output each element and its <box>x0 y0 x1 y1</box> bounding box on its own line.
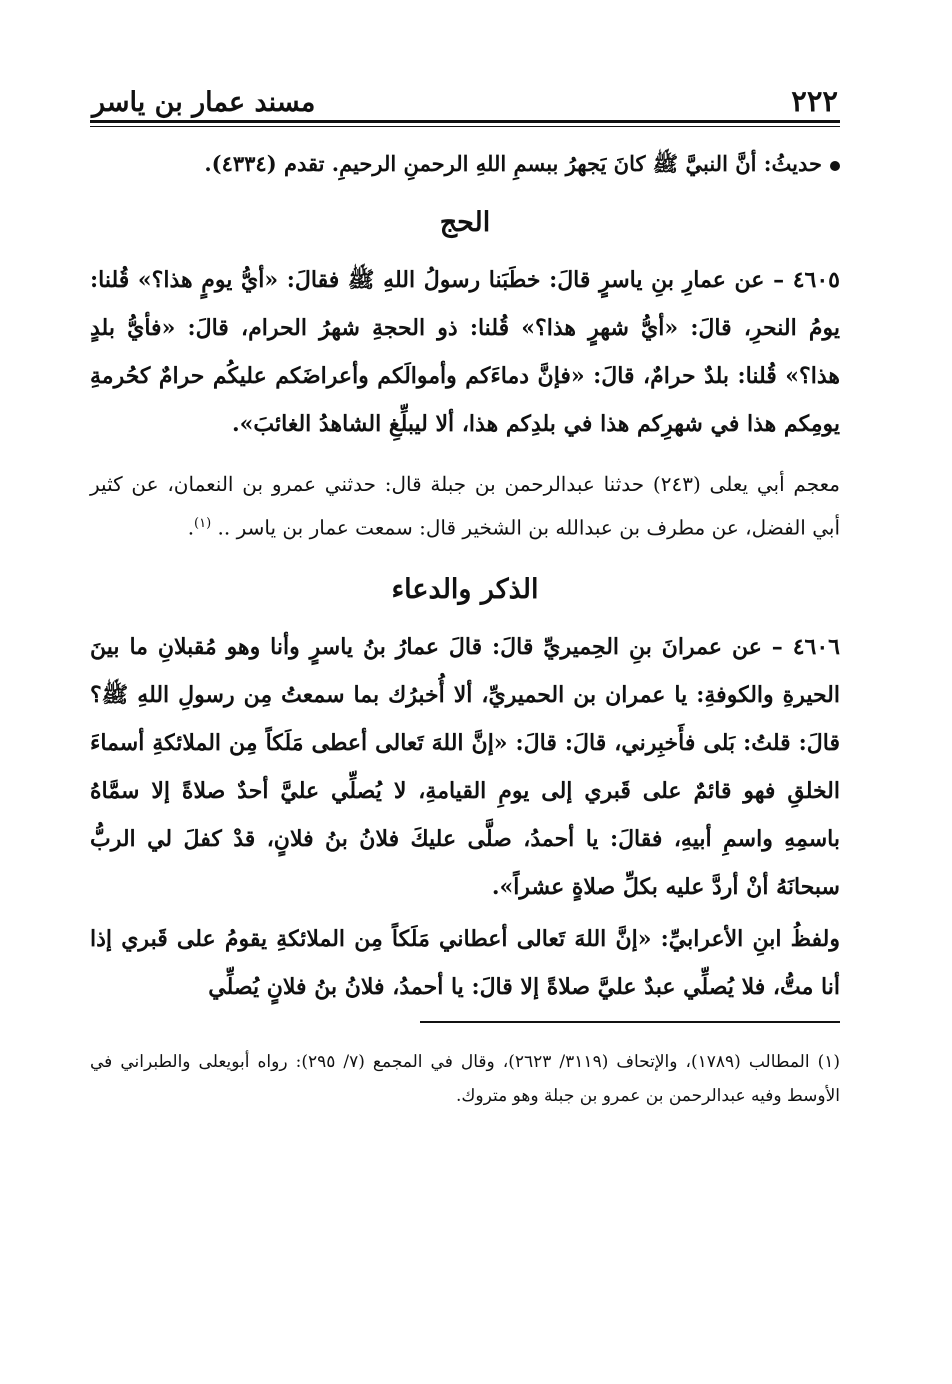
bullet-icon <box>830 161 840 171</box>
variant-text: ولفظُ ابنِ الأعرابيِّ: «إنَّ اللهَ تَعالى أعطاني مَلَكاً مِن الملائكةِ يقومُ على قَبري إذا أنا متُّ، فلا يُصلِّي عبدٌ عليَّ صلاةً إلا قالَ: يا أحمدُ، فلانُ بنُ فلانٍ يُصلِّي <box>90 925 840 1000</box>
source-paragraph: معجم أبي يعلى (٢٤٣) حدثنا عبدالرحمن بن جبلة قال: حدثني عمرو بن النعمان، عن كثير أبي الفضل، عن مطرف بن عبدالله بن الشخير قال: سمعت عمار بن ياسر .. $^{(١)}$. <box>90 472 840 540</box>
page-number: ٢٢٢ <box>791 84 838 118</box>
hadith-text: عن عمرانَ بنِ الحِميريِّ قالَ: قالَ عمارُ بنُ ياسرٍ وأنا وهو مُقبلانِ ما بينَ الحيرةِ والكوفةِ: يا عمران بن الحميريِّ، ألا أُخبرُك بما سمعتُ مِن رسولِ اللهِ ﷺ؟ قالَ: قلتُ: بَلى فأَخبِرني، قالَ: قالَ: «إنَّ اللهَ تَعالى أعطى مَلَكاً مِن الملائكةِ أسماءَ الخلقِ فهو قائمٌ على قَبري إلى يومِ القيامةِ، لا يُصلِّي عليَّ أحدٌ صلاةً إلا سمَّاهُ باسمِهِ واسمِ أبيهِ، فقالَ: يا أحمدُ، صلَّى عليكَ فلانُ بنُ فلانٍ، قدْ كفلَ لي الربُّ سبحانَهُ أنْ أردَّ عليه بكلِّ صلاةٍ عشراً». <box>90 633 840 900</box>
running-title: مسند عمار بن ياسر <box>92 87 316 118</box>
section-title-dhikr: الذكر والدعاء <box>391 573 539 605</box>
hadith-number: ٤٦٠٥ – <box>773 267 840 293</box>
intro-note <box>90 147 840 181</box>
source-text: معجم أبي يعلى (٢٤٣) حدثنا عبدالرحمن بن جبلة قال: حدثني عمرو بن النعمان، عن كثير أبي الفضل، عن مطرف بن عبدالله بن الشخير قال: سمعت عمار بن ياسر .. <box>90 472 840 540</box>
header-rule <box>90 120 840 123</box>
hadith-4605 <box>90 256 840 448</box>
page-header <box>90 78 840 118</box>
hadith-variant <box>90 915 840 1011</box>
hadith-number: ٤٦٠٦ – <box>771 633 840 660</box>
footnote-rule <box>420 1021 840 1023</box>
section-title-hajj: الحج <box>439 207 491 238</box>
intro-note-text: حديثُ: أنَّ النبيَّ ﷺ كانَ يَجهرُ ببسمِ اللهِ الرحمنِ الرحيمِ. تقدم (٤٣٣٤). <box>204 151 822 176</box>
footnote: (١) المطالب (١٧٨٩)، والإتحاف (٣١١٩/ ٢٦٢٣)، وقال في المجمع (٧/ ٢٩٥): رواه أبويعلى والطبراني في الأوسط وفيه عبدالرحمن بن عمرو بن جبلة وهو متروك. <box>90 1051 840 1106</box>
book-page <box>90 78 840 1113</box>
hadith-4606 <box>90 623 840 911</box>
footnote-marker: (١) <box>194 516 212 531</box>
header-rule-thin <box>90 126 840 127</box>
hadith-text: عن عمارِ بنِ ياسرٍ قالَ: خطَبَنا رسولُ اللهِ ﷺ فقالَ: «أيُّ يومٍ هذا؟» قُلنا: يومُ النحرِ، قالَ: «أيُّ شهرٍ هذا؟» قُلنا: ذو الحجةِ شهرُ الحرام، قالَ: «فأيُّ بلدٍ هذا؟» قُلنا: بلدٌ حرامٌ، قالَ: «فإنَّ دماءَكم وأموالَكم وأعراضَكم عليكُم حرامٌ كحُرمةِ يومِكم هذا في شهرِكم هذا في بلدِكم هذا، ألا ليبلِّغِ الشاهدُ الغائبَ». <box>90 267 840 437</box>
